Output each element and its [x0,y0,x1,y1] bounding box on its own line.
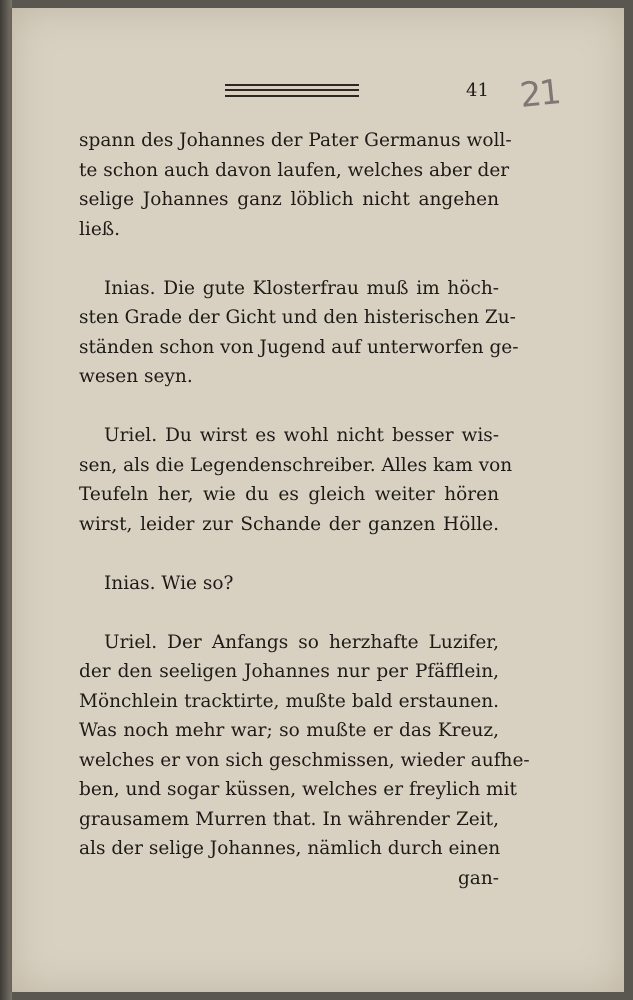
paragraph-gap [79,244,499,274]
text-line: Was noch mehr war; so mußte er das Kreuz, [79,720,499,741]
text-line: Inias. Die gute Klosterfrau muß im höch- [104,277,499,299]
page-text-body [79,126,530,893]
text-line: Mönchlein tracktirte, mußte bald erstaunen. [79,690,499,712]
text-line: gan- [457,867,499,889]
text-line: wesen seyn. [79,366,193,387]
paragraph-gap [79,392,499,422]
text-line: ließ. [79,218,121,240]
text-line: Uriel. Der Anfangs so herzhafte Luzifer, [104,631,499,653]
text-line: welches er von sich geschmissen, wieder aufhe- [79,749,530,771]
header-ornament-rule [225,84,359,97]
text-line: als der selige Johannes, nämlich durch einen [79,838,501,859]
text-line: ständen schon von Jugend auf unterworfen ge- [79,336,519,358]
text-line: selige Johannes ganz löblich nicht angehen [79,189,499,210]
text-line: ben, und sogar küssen, welches er freylich mit [79,779,517,800]
paragraph-gap [79,598,499,628]
text-line: der den seeligen Johannes nur per Pfäfflein, [79,661,499,682]
text-line: Inias. Wie so? [104,572,234,594]
pencil-annotation: 21 [518,72,562,116]
text-line: spann des Johannes der Pater Germanus woll- [79,130,512,151]
text-line: grausamem Murren that. In währender Zeit, [79,808,499,830]
text-line: sen, als die Legendenschreiber. Alles kam von [79,454,513,476]
text-line: Uriel. Du wirst es wohl nicht besser wis- [104,425,499,446]
text-line: te schon auch davon laufen, welches aber der [79,159,510,181]
paragraph-gap [79,539,499,569]
text-line: wirst, leider zur Schande der ganzen Hölle. [79,513,499,535]
text-line: sten Grade der Gicht und den histerischen Zu- [79,307,516,328]
page-number: 41 [466,80,489,101]
text-line: Teufeln her, wie du es gleich weiter hören [79,484,499,505]
